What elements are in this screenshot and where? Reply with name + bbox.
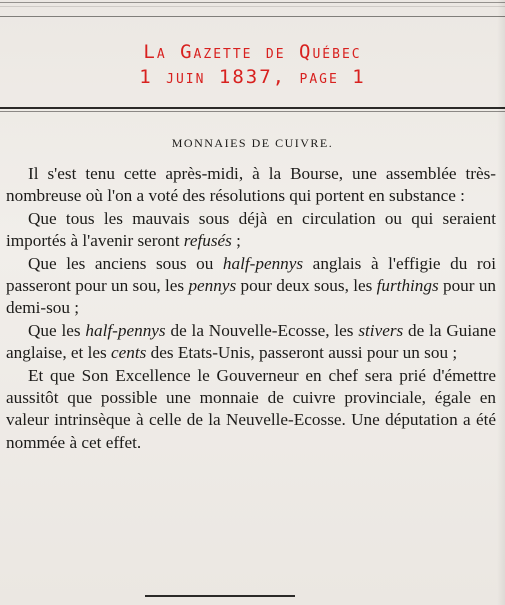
paragraph-text: des Etats-Unis, passeront aussi pour un sou ; (146, 343, 458, 363)
article-end-rule (145, 595, 295, 597)
article-paragraph (6, 163, 496, 208)
masthead-title: La Gazette de Québec (143, 41, 362, 63)
paragraph-text: de la Nouvelle-Ecosse, les (165, 320, 359, 340)
paragraph-text: de la Guiane anglaise, et les (6, 320, 496, 363)
paragraph-text: ; (231, 231, 241, 251)
paragraph-text: pour un demi-sou ; (6, 276, 497, 318)
dateline: 1 juin 1837, page 1 (139, 66, 366, 88)
paragraph-text: pour deux sous, les (236, 276, 377, 296)
top-border-line-2 (0, 6, 505, 7)
paragraph-italic-term: stivers (358, 320, 404, 340)
paragraph-text: Et que Son Excellence le Gouverneur en chef sera prié d'émettre aussitôt que possible une monnaie de cuivre provinciale, égale en valeur intrinsèque à celle de la Neuvelle-Ecosse. Une députation a été nommée à cet effet. (6, 365, 496, 452)
paragraph-italic-term: refusés (183, 231, 232, 251)
header (0, 40, 505, 90)
paragraph-italic-term: half-pennys (85, 320, 166, 340)
top-border-line (0, 2, 505, 3)
paragraph-text: Que les anciens sous ou (28, 253, 223, 273)
article-title: MONNAIES DE CUIVRE. (171, 136, 334, 150)
article-paragraph (6, 365, 496, 455)
header-bottom-rule-thin (0, 111, 505, 112)
paragraph-italic-term: cents (111, 343, 147, 363)
paragraph-italic-term: half-pennys (222, 253, 304, 273)
article-body (6, 163, 496, 454)
paragraph-italic-term: pennys (188, 276, 237, 296)
paragraph-italic-term: furthings (376, 276, 439, 296)
article-paragraph (6, 320, 496, 365)
paragraph-text: Que les (28, 320, 86, 340)
paragraph-text: Que tous les mauvais sous déjà en circulation ou qui seraient importés à l'avenir seront (6, 208, 496, 251)
header-bottom-rule (0, 107, 505, 109)
article-paragraph (6, 208, 496, 253)
page-edge-shadow (497, 0, 505, 605)
paragraph-text: Il s'est tenu cette après-midi, à la Bourse, une assemblée très-nombreuse où l'on a voté des résolutions qui portent en substance : (6, 164, 496, 206)
header-rule (0, 16, 505, 17)
article-paragraph (6, 253, 496, 320)
paragraph-text: anglais à l'effigie du roi passeront pour un sou, les (6, 253, 496, 296)
